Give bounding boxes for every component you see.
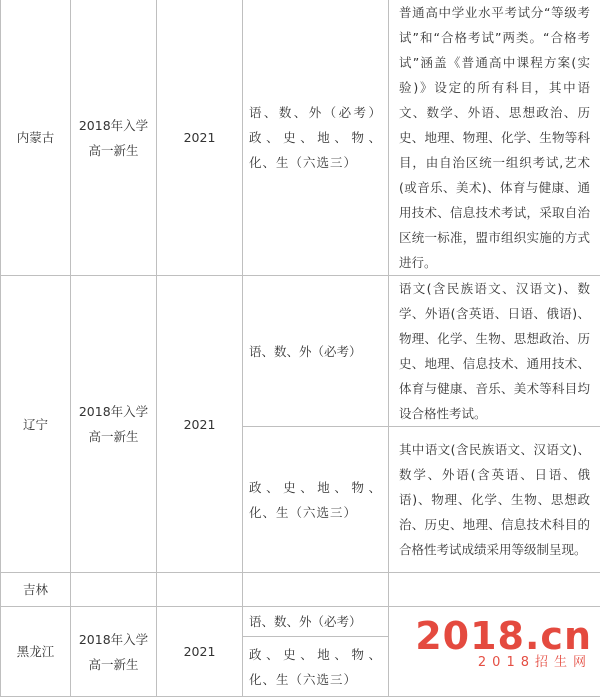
cohort-cell xyxy=(71,607,157,697)
empty-cell xyxy=(389,573,600,607)
empty-cell xyxy=(71,573,157,607)
province-cell: 内蒙古 xyxy=(1,0,71,276)
table-row xyxy=(1,276,600,427)
note-cell: 其中语文(含民族语文、汉语文)、数学、外语(含英语、日语、俄语)、物理、化学、生物、思想政治、历史、地理、信息技术科目的合格性考试成绩采用等级制呈现。 xyxy=(389,427,600,573)
watermark-logo-text: 2018.cn xyxy=(415,617,592,655)
subjects-cell: 政、史、地、物、化、生（六选三） xyxy=(243,427,389,573)
subjects-cell: 语、数、外（必考） xyxy=(243,276,389,427)
cohort-line: 高一新生 xyxy=(77,138,150,163)
note-cell: 普通高中学业水平考试分“等级考试”和“合格考试”两类。“合格考试”涵盖《普通高中课程方案(实验)》设定的所有科目，其中语文、数学、外语、思想政治、历史、地理、物理、化学、生物等科目，由自治区统一组织考试,艺术(或音乐、美术)、体育与健康、通用技术、信息技术考试，采取自治区统一标准，盟市组织实施的方式进行。 xyxy=(389,0,600,276)
note-cell: 语文(含民族语文、汉语文)、数学、外语(含英语、日语、俄语)、物理、化学、生物、思想政治、历史、地理、信息技术、通用技术、体育与健康、音乐、美术等科目均设合格性考试。 xyxy=(389,276,600,427)
subjects-cell: 语、数、外（必考） xyxy=(243,607,389,637)
province-cell: 吉林 xyxy=(1,573,71,607)
cohort-cell xyxy=(71,276,157,573)
empty-cell xyxy=(243,573,389,607)
province-cell: 辽宁 xyxy=(1,276,71,573)
cohort-line: 2018年入学 xyxy=(77,627,150,652)
watermark-site-name: 2018招生网 xyxy=(415,656,592,669)
year-cell: 2021 xyxy=(157,276,243,573)
cohort-cell xyxy=(71,0,157,276)
table-row xyxy=(1,573,600,607)
cohort-line: 高一新生 xyxy=(77,424,150,449)
empty-cell xyxy=(157,573,243,607)
year-cell: 2021 xyxy=(157,607,243,697)
cohort-line: 2018年入学 xyxy=(77,113,150,138)
year-cell: 2021 xyxy=(157,0,243,276)
cohort-line: 高一新生 xyxy=(77,652,150,677)
subjects-cell: 语、数、外（必考）政、史、地、物、化、生（六选三） xyxy=(243,0,389,276)
subjects-cell: 政、史、地、物、化、生（六选三） xyxy=(243,637,389,697)
province-cell: 黑龙江 xyxy=(1,607,71,697)
cohort-line: 2018年入学 xyxy=(77,399,150,424)
table-row xyxy=(1,0,600,276)
site-watermark xyxy=(415,617,592,669)
